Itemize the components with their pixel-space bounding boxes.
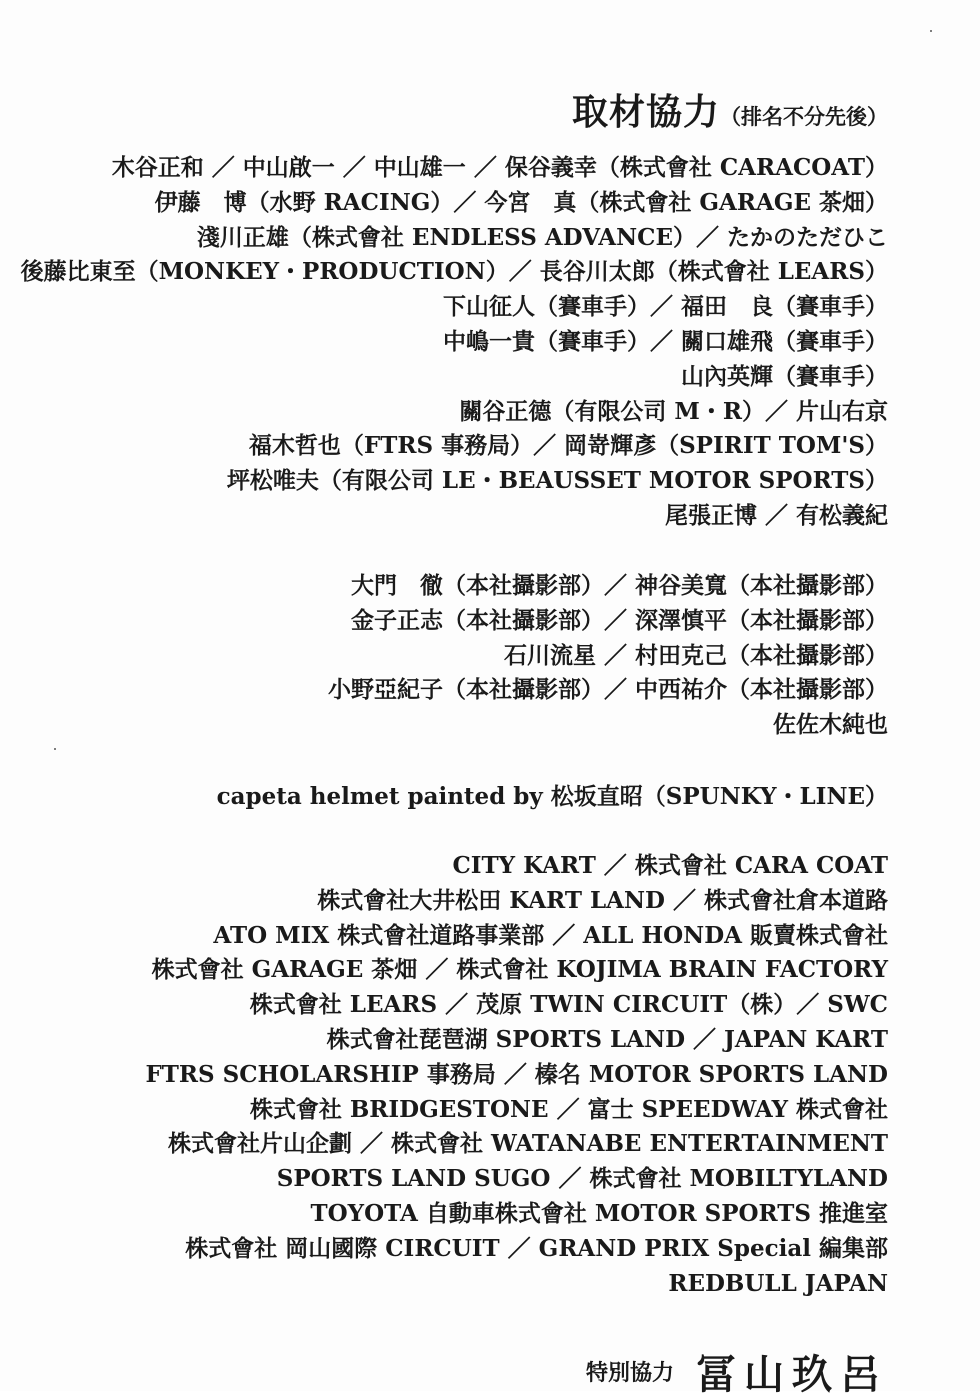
helmet-credit: [217, 780, 888, 815]
credit-line: 伊藤 博（水野 RACING）／ 今宮 真（株式會社 GARAGE 茶畑）: [154, 188, 888, 216]
credit-line: 株式會社 LEARS ／ 茂原 TWIN CIRCUIT（株）／ SWC: [249, 991, 888, 1019]
photography-credits-list: [328, 569, 888, 743]
credit-line: 大門 徹（本社攝影部）／ 神谷美寬（本社攝影部）: [350, 572, 888, 599]
credit-line: 山內英輝（賽車手）: [681, 362, 888, 390]
special-thanks-name: 冨山玖呂: [696, 1351, 888, 1398]
company-credits-list: [145, 849, 888, 1301]
scan-speck: [930, 30, 932, 32]
special-thanks-row: [586, 1343, 888, 1400]
credit-line: 福木哲也（FTRS 事務局）／ 岡嵜輝彥（SPIRIT TOM'S）: [248, 432, 888, 460]
credit-line: 淺川正雄（株式會社 ENDLESS ADVANCE）／ たかのただひこ: [196, 223, 888, 251]
credit-line: 株式會社片山企劃 ／ 株式會社 WATANABE ENTERTAINMENT: [167, 1130, 888, 1158]
credit-line: 木谷正和 ／ 中山啟一 ／ 中山雄一 ／ 保谷義幸（株式會社 CARACOAT）: [111, 154, 888, 181]
credit-line: 尾張正博 ／ 有松義紀: [664, 501, 888, 529]
credit-line: TOYOTA 自動車株式會社 MOTOR SPORTS 推進室: [310, 1199, 888, 1227]
interview-cooperation-list: [21, 151, 888, 534]
credit-line: CITY KART ／ 株式會社 CARA COAT: [452, 852, 888, 879]
credit-line: 株式會社大井松田 KART LAND ／ 株式會社倉本道路: [317, 886, 888, 914]
credit-line: 株式會社 岡山國際 CIRCUIT ／ GRAND PRIX Special 編集部: [185, 1234, 888, 1262]
scan-speck: [54, 748, 56, 750]
credit-line: 中嶋一貴（賽車手）／ 關口雄飛（賽車手）: [442, 327, 888, 355]
credit-line: 小野亞紀子（本社攝影部）／ 中西祐介（本社攝影部）: [327, 676, 888, 704]
credit-line: 坪松唯夫（有限公司 LE・BEAUSSET MOTOR SPORTS）: [226, 467, 888, 495]
page-subtitle: （排名不分先後）: [720, 104, 888, 129]
credit-line: REDBULL JAPAN: [668, 1269, 888, 1297]
credit-line: 金子正志（本社攝影部）／ 深澤慎平（本社攝影部）: [350, 606, 888, 634]
page-title: 取材協力: [571, 91, 720, 133]
credit-line: 佐佐木純也: [773, 711, 888, 739]
credit-line: 株式會社琵琶湖 SPORTS LAND ／ JAPAN KART: [326, 1025, 888, 1053]
special-thanks-label: 特別協力: [585, 1360, 674, 1386]
credit-line: 後藤比東至（MONKEY・PRODUCTION）／ 長谷川太郎（株式會社 LEARS）: [20, 258, 888, 286]
credit-line: capeta helmet painted by 松坂直昭（SPUNKY・LINE）: [216, 783, 888, 810]
credit-line: 下山征人（賽車手）／ 福田 良（賽車手）: [442, 293, 888, 321]
credit-line: ATO MIX 株式會社道路事業部 ／ ALL HONDA 販賣株式會社: [213, 921, 888, 949]
credit-line: 石川流星 ／ 村田克己（本社攝影部）: [503, 641, 888, 669]
credits-title-row: [572, 84, 888, 135]
credit-line: 株式會社 BRIDGESTONE ／ 富士 SPEEDWAY 株式會社: [249, 1095, 888, 1123]
credit-line: 株式會社 GARAGE 茶畑 ／ 株式會社 KOJIMA BRAIN FACTORY: [151, 956, 888, 984]
credit-line: FTRS SCHOLARSHIP 事務局 ／ 榛名 MOTOR SPORTS LAND: [145, 1060, 888, 1088]
credit-line: 關谷正德（有限公司 M・R）／ 片山右京: [459, 397, 888, 425]
credit-line: SPORTS LAND SUGO ／ 株式會社 MOBILTYLAND: [276, 1165, 888, 1193]
